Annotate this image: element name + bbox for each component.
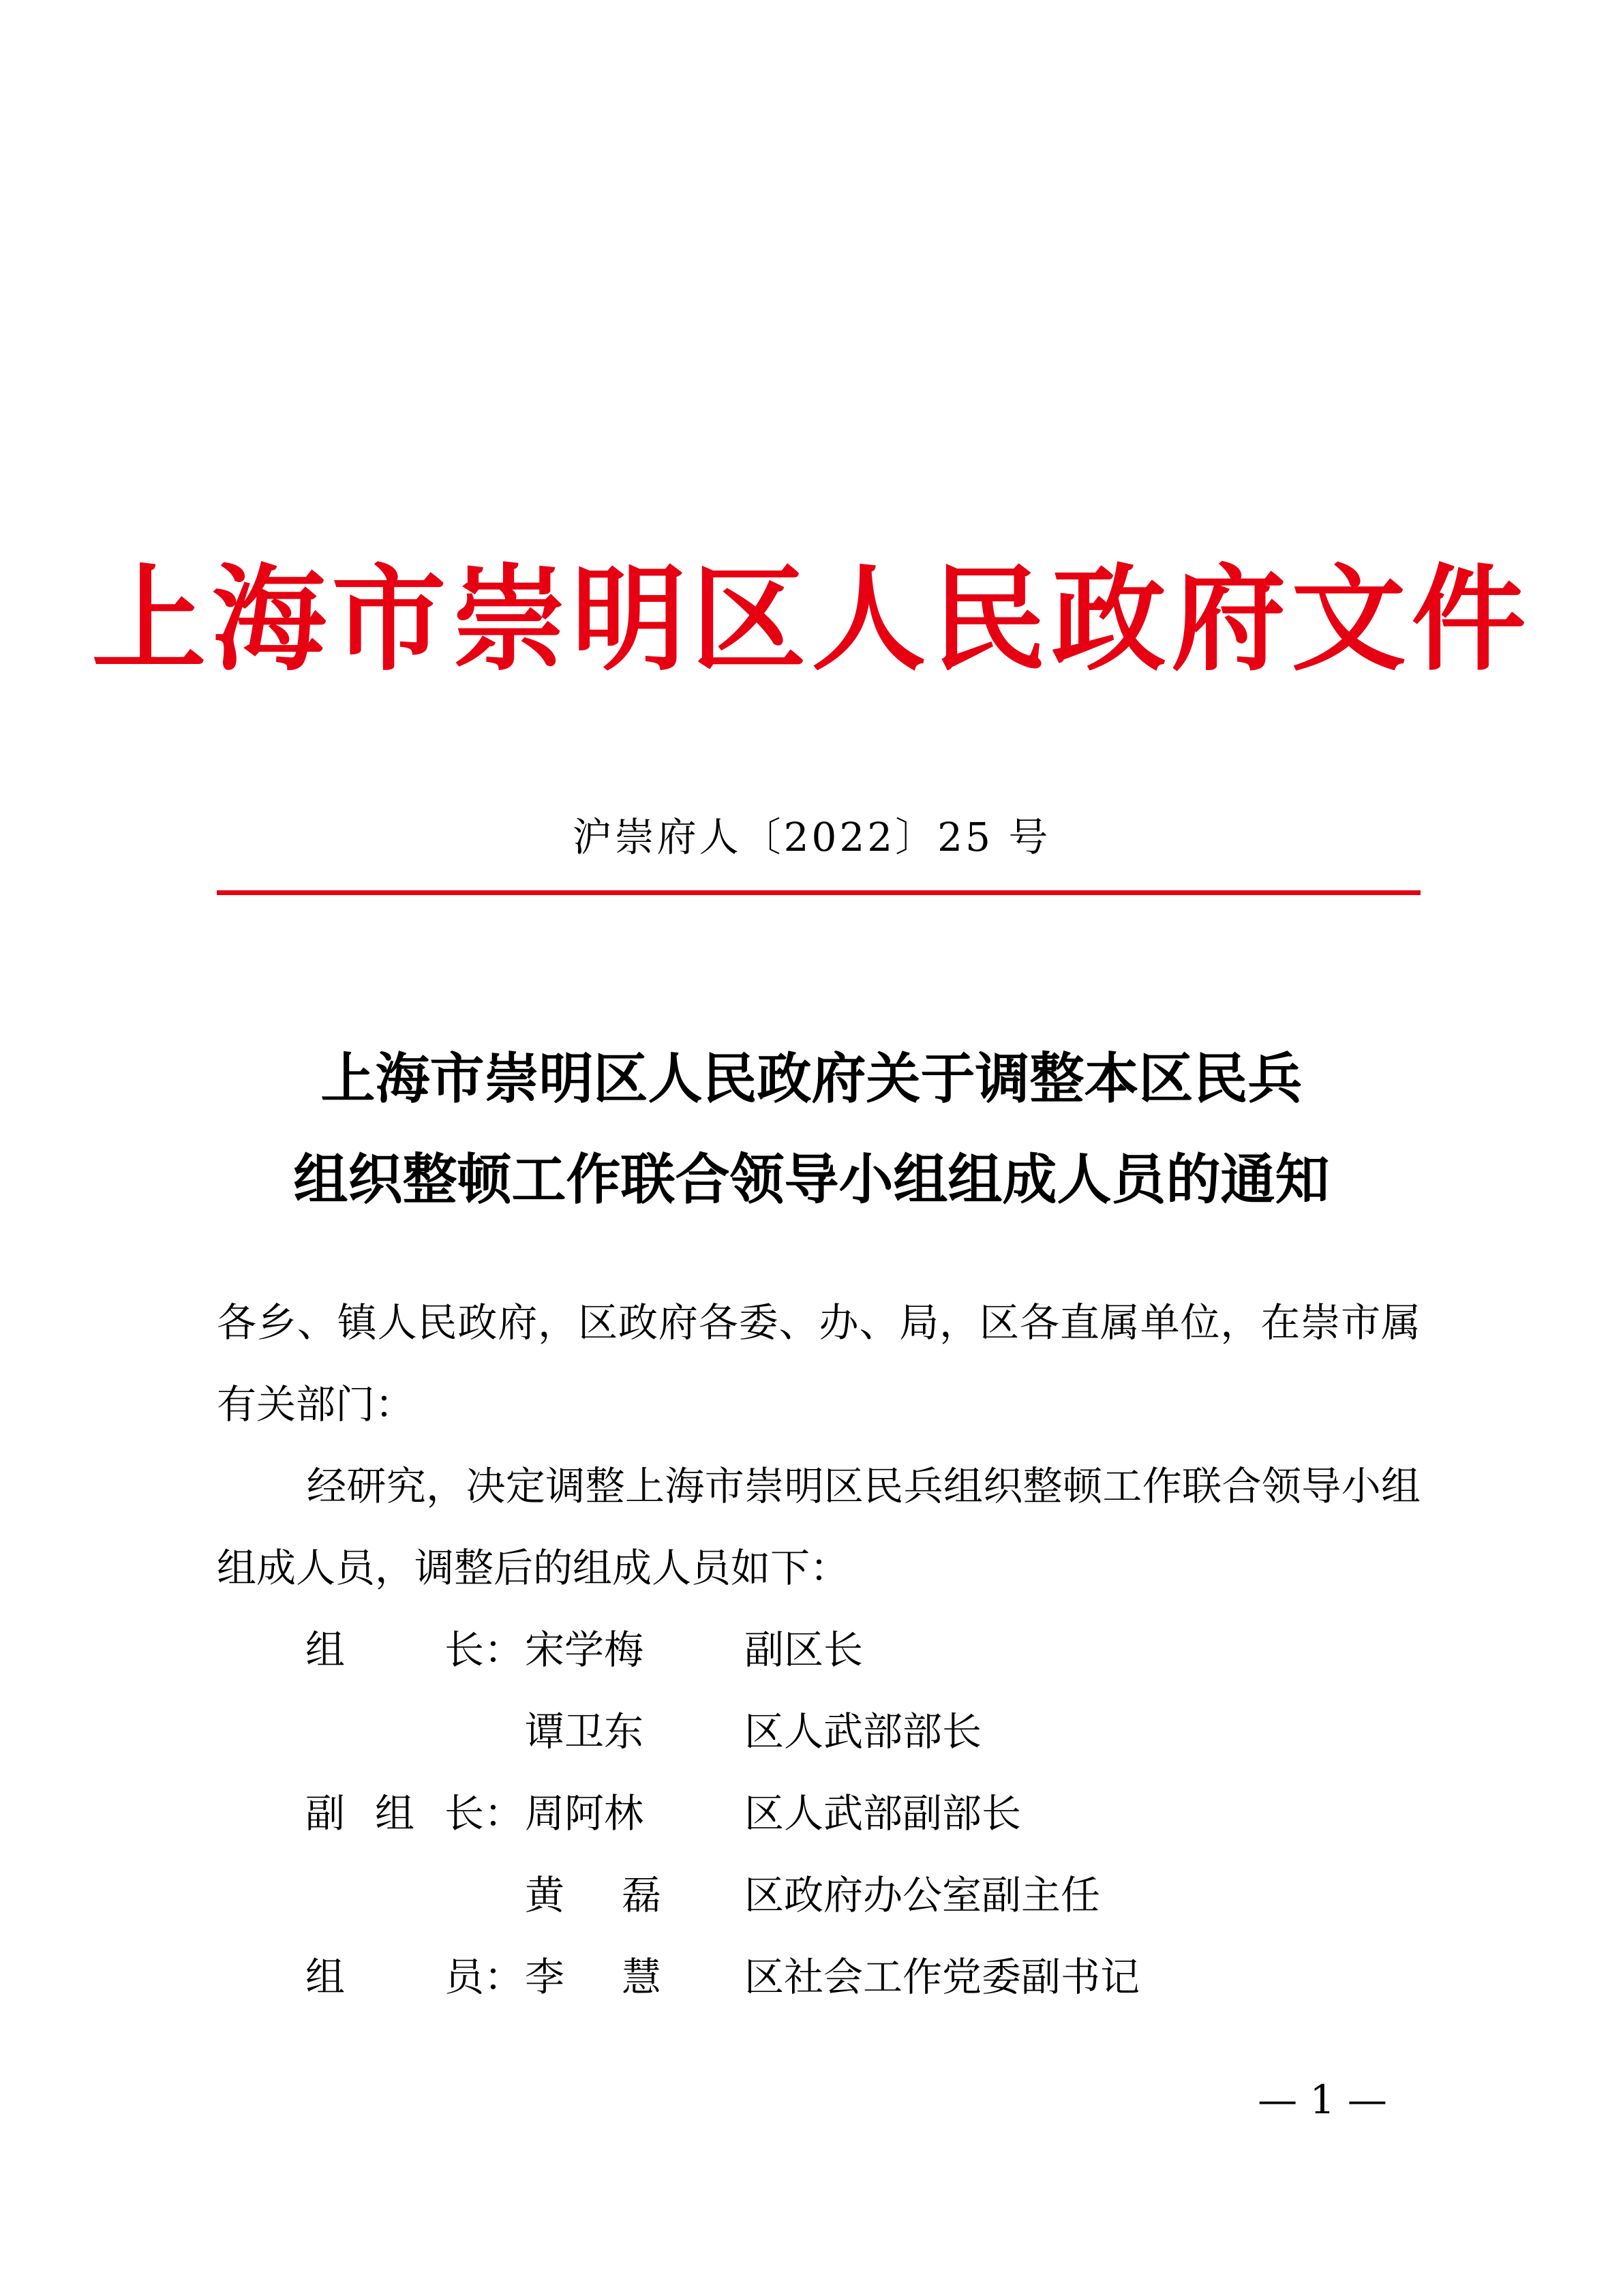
document-header-title: 上海市崇明区人民政府文件 [91, 552, 1532, 686]
red-divider-line [217, 890, 1421, 895]
addressee-paragraph: 各乡、镇人民政府，区政府各委、办、局，区各直属单位，在崇市属有关部门： [217, 1299, 1421, 1428]
member-row [0, 1691, 1623, 1772]
member-name: 李 慧 [525, 1954, 661, 2000]
member-row [0, 1609, 1623, 1691]
member-row [0, 1854, 1623, 1936]
member-name: 谭卫东 [525, 1708, 644, 1755]
body-paragraph: 经研究，决定调整上海市崇明区民兵组织整顿工作联合领导小组组成人员，调整后的组成人员如下： [217, 1463, 1421, 1591]
notice-title-line-2: 组织整顿工作联合领导小组组成人员的通知 [293, 1147, 1330, 1211]
notice-title-line-1: 上海市崇明区人民政府关于调整本区民兵 [320, 1046, 1303, 1111]
member-position: 区人武部副部长 [744, 1790, 1022, 1837]
member-position: 区人武部部长 [744, 1708, 982, 1755]
member-row [0, 1936, 1623, 2018]
member-name: 周阿林 [525, 1790, 644, 1837]
document-number: 沪崇府人〔2022〕25 号 [572, 814, 1051, 860]
member-name: 黄 磊 [525, 1872, 661, 1918]
member-name: 宋学梅 [525, 1627, 644, 1673]
member-role: 组 员： [305, 1954, 524, 2000]
page-number: — 1 — [1258, 2076, 1387, 2123]
member-position: 副区长 [744, 1627, 864, 1673]
member-list [0, 1609, 1623, 2018]
member-role: 组 长： [305, 1627, 524, 1673]
member-role: 副 组 长： [305, 1790, 524, 1837]
notice-title [0, 1028, 1623, 1230]
member-position: 区社会工作党委副书记 [744, 1954, 1140, 2000]
member-row [0, 1772, 1623, 1854]
member-position: 区政府办公室副主任 [744, 1872, 1101, 1918]
